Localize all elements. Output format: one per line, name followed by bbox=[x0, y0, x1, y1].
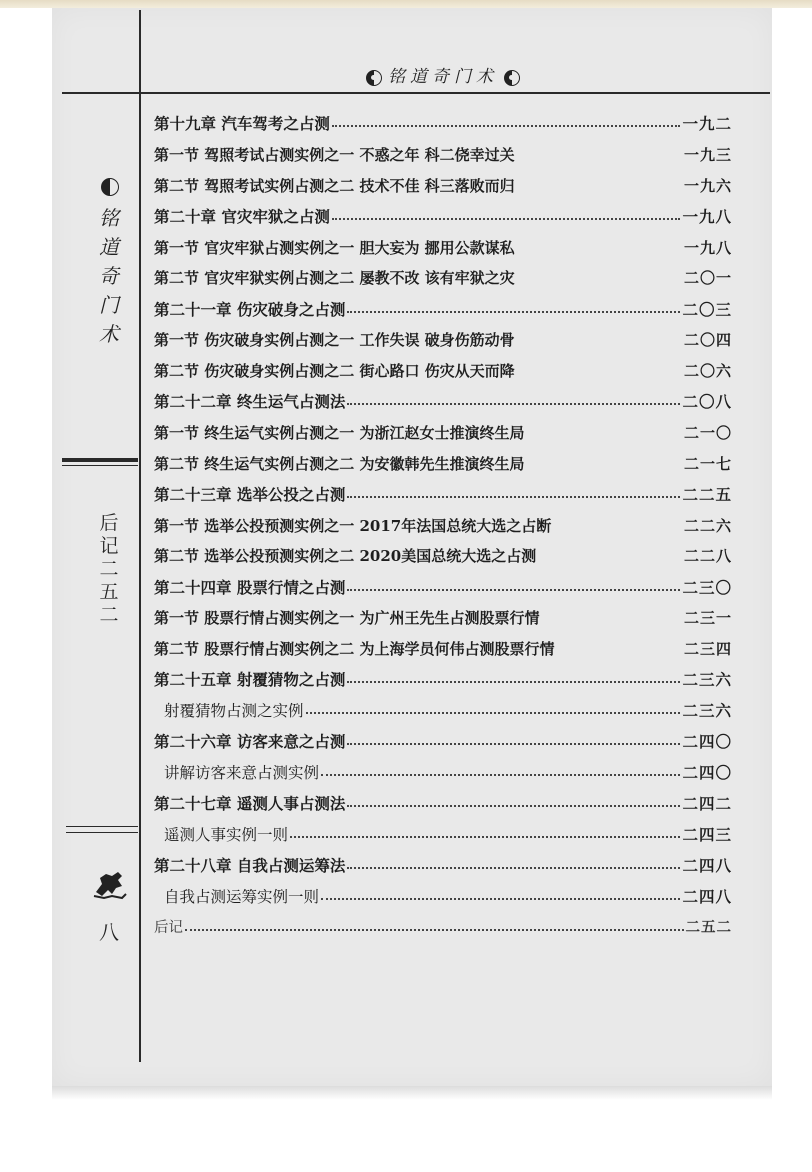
toc-entry-title: 自我占测运筹实例一则 bbox=[164, 887, 320, 906]
toc-entry-title: 第二十章 官灾牢狱之占测 bbox=[154, 207, 330, 227]
toc-page-number: 二四二 bbox=[682, 794, 732, 814]
toc-page-number: 一九二 bbox=[682, 114, 732, 134]
toc-chapter-entry[interactable] bbox=[154, 788, 732, 819]
toc-page-number: 二四〇 bbox=[682, 732, 732, 752]
toc-page-number: 一九六 bbox=[683, 176, 732, 195]
toc-page-number: 一九八 bbox=[683, 238, 732, 257]
toc-entry[interactable] bbox=[154, 880, 732, 911]
toc-entry[interactable] bbox=[154, 510, 732, 541]
toc-entry[interactable] bbox=[154, 417, 732, 448]
toc-chapter-entry[interactable] bbox=[154, 201, 732, 232]
toc-page-number: 二二六 bbox=[683, 516, 732, 535]
header-rule bbox=[62, 92, 770, 94]
toc-entry[interactable] bbox=[154, 262, 732, 293]
side-section-char: 二 bbox=[99, 604, 119, 626]
toc-leader-dots bbox=[332, 125, 681, 127]
running-head-text: 铭道奇门术 bbox=[388, 67, 498, 87]
toc-entry[interactable] bbox=[154, 695, 732, 726]
running-head bbox=[360, 62, 526, 87]
toc-entry[interactable] bbox=[154, 232, 732, 263]
toc-entry[interactable] bbox=[154, 139, 732, 170]
toc-page-number: 二〇四 bbox=[683, 331, 732, 350]
toc-page-number: 二三六 bbox=[682, 701, 732, 721]
margin-rule-double-2 bbox=[66, 832, 138, 833]
toc-leader-dots bbox=[347, 805, 680, 807]
toc-page-number: 二〇三 bbox=[682, 299, 732, 319]
toc-leader-dots bbox=[321, 774, 680, 776]
side-title-char: 铭 bbox=[99, 206, 119, 230]
side-section-label bbox=[97, 512, 121, 627]
toc-entry-title: 第二节 伤灾破身实例占测之二 街心路口 伤灾从天而降 bbox=[154, 362, 515, 381]
horse-emblem-icon bbox=[92, 866, 128, 900]
toc-entry[interactable] bbox=[154, 911, 732, 942]
side-section-char: 二 bbox=[99, 558, 119, 580]
toc-page-number: 二三〇 bbox=[682, 577, 732, 597]
toc-leader-dots bbox=[347, 311, 680, 313]
toc-entry-title: 射覆猜物占测之实例 bbox=[164, 702, 304, 721]
toc-leader-dots bbox=[347, 681, 680, 683]
toc-entry[interactable] bbox=[154, 633, 732, 664]
toc-entry-title: 第二十四章 股票行情之占测 bbox=[154, 577, 346, 597]
toc-entry-title: 第二节 选举公投预测实例之二 2020美国总统大选之占测 bbox=[154, 547, 537, 566]
toc-entry-title: 第二十一章 伤灾破身之占测 bbox=[154, 299, 346, 319]
toc-entry-title: 第一节 终生运气实例占测之一 为浙江赵女士推演终生局 bbox=[154, 423, 525, 442]
toc-page-number: 二二八 bbox=[683, 547, 732, 566]
toc-leader-dots bbox=[347, 867, 680, 869]
toc-page-number: 二五二 bbox=[685, 919, 732, 937]
toc-entry-title: 第十九章 汽车驾考之占测 bbox=[154, 114, 330, 134]
margin-vertical-rule bbox=[139, 10, 141, 1062]
toc-entry-title: 第二十六章 访客来意之占测 bbox=[154, 732, 346, 752]
side-title-char: 道 bbox=[99, 235, 119, 259]
toc-entry[interactable] bbox=[154, 324, 732, 355]
toc-entry-title: 第二十五章 射覆猜物之占测 bbox=[154, 670, 346, 690]
toc-leader-dots bbox=[306, 712, 681, 714]
toc-page-number: 二四三 bbox=[682, 824, 732, 844]
side-title-char: 门 bbox=[99, 293, 119, 317]
toc-chapter-entry[interactable] bbox=[154, 108, 732, 139]
toc-entry-title: 第二节 终生运气实例占测之二 为安徽韩先生推演终生局 bbox=[154, 454, 525, 473]
toc-entry[interactable] bbox=[154, 448, 732, 479]
toc-entry-title: 讲解访客来意占测实例 bbox=[164, 764, 320, 783]
toc-page-number: 一九三 bbox=[683, 145, 732, 164]
side-yinyang-icon bbox=[101, 178, 119, 196]
toc-entry-title: 第一节 驾照考试占测实例之一 不惑之年 科二侥幸过关 bbox=[154, 145, 515, 164]
toc-chapter-entry[interactable] bbox=[154, 386, 732, 417]
table-of-contents bbox=[154, 108, 732, 942]
toc-entry[interactable] bbox=[154, 355, 732, 386]
yinyang-icon bbox=[366, 70, 382, 86]
side-section-char: 后 bbox=[99, 512, 119, 534]
side-title-char: 奇 bbox=[99, 264, 119, 288]
yinyang-icon bbox=[504, 70, 520, 86]
toc-leader-dots bbox=[347, 403, 680, 405]
toc-entry[interactable] bbox=[154, 540, 732, 571]
side-title-char: 术 bbox=[99, 322, 119, 346]
toc-entry-title: 第一节 选举公投预测实例之一 2017年法国总统大选之占断 bbox=[154, 516, 552, 535]
toc-chapter-entry[interactable] bbox=[154, 571, 732, 602]
toc-entry-title: 第二十七章 遥测人事占测法 bbox=[154, 794, 346, 814]
margin-rule-thin bbox=[62, 465, 138, 466]
toc-leader-dots bbox=[332, 218, 681, 220]
toc-chapter-entry[interactable] bbox=[154, 664, 732, 695]
toc-page-number: 二四八 bbox=[682, 886, 732, 906]
toc-entry-title: 遥测人事实例一则 bbox=[164, 825, 289, 844]
toc-page-number: 二〇六 bbox=[683, 362, 732, 381]
toc-entry[interactable] bbox=[154, 757, 732, 788]
toc-page-number: 一九八 bbox=[682, 207, 732, 227]
toc-chapter-entry[interactable] bbox=[154, 849, 732, 880]
toc-entry-title: 第一节 股票行情占测实例之一 为广州王先生占测股票行情 bbox=[154, 609, 540, 628]
toc-page-number: 二一七 bbox=[683, 454, 732, 473]
toc-page-number: 二三六 bbox=[682, 670, 732, 690]
page-number: 八 bbox=[99, 920, 119, 944]
toc-page-number: 二四八 bbox=[682, 855, 732, 875]
toc-entry-title: 第二十三章 选举公投之占测 bbox=[154, 485, 346, 505]
toc-chapter-entry[interactable] bbox=[154, 293, 732, 324]
toc-page-number: 二〇一 bbox=[683, 269, 732, 288]
toc-entry[interactable] bbox=[154, 818, 732, 849]
toc-leader-dots bbox=[347, 743, 680, 745]
toc-entry-title: 第二节 股票行情占测实例之二 为上海学员何伟占测股票行情 bbox=[154, 640, 555, 659]
toc-chapter-entry[interactable] bbox=[154, 726, 732, 757]
toc-page-number: 二〇八 bbox=[682, 392, 732, 412]
toc-leader-dots bbox=[290, 836, 680, 838]
side-section-char: 五 bbox=[99, 581, 119, 603]
toc-page-number: 二二五 bbox=[682, 485, 732, 505]
margin-rule-thick bbox=[62, 458, 138, 462]
toc-entry-title: 第一节 官灾牢狱占测实例之一 胆大妄为 挪用公款谋私 bbox=[154, 238, 515, 257]
margin-rule-double-1 bbox=[66, 826, 138, 827]
toc-entry[interactable] bbox=[154, 602, 732, 633]
toc-page-number: 二四〇 bbox=[682, 763, 732, 783]
toc-entry-title: 第一节 伤灾破身实例占测之一 工作失误 破身伤筋动骨 bbox=[154, 331, 515, 350]
toc-page-number: 二一〇 bbox=[683, 423, 732, 442]
toc-page-number: 二三一 bbox=[683, 609, 732, 628]
side-section-char: 记 bbox=[99, 535, 119, 557]
toc-entry-title: 后记 bbox=[154, 920, 183, 937]
toc-entry-title: 第二十二章 终生运气占测法 bbox=[154, 392, 346, 412]
scan-top-edge bbox=[0, 0, 812, 8]
page-bottom-shadow bbox=[52, 1086, 772, 1100]
toc-page-number: 二三四 bbox=[683, 640, 732, 659]
toc-entry[interactable] bbox=[154, 170, 732, 201]
toc-chapter-entry[interactable] bbox=[154, 479, 732, 510]
side-book-title bbox=[97, 204, 121, 349]
toc-entry-title: 第二节 官灾牢狱实例占测之二 屡教不改 该有牢狱之灾 bbox=[154, 269, 515, 288]
toc-entry-title: 第二十八章 自我占测运筹法 bbox=[154, 855, 346, 875]
toc-leader-dots bbox=[321, 898, 680, 900]
toc-leader-dots bbox=[347, 496, 680, 498]
toc-leader-dots bbox=[185, 929, 684, 931]
toc-entry-title: 第二节 驾照考试实例占测之二 技术不佳 科三落败而归 bbox=[154, 176, 515, 195]
toc-leader-dots bbox=[347, 589, 680, 591]
